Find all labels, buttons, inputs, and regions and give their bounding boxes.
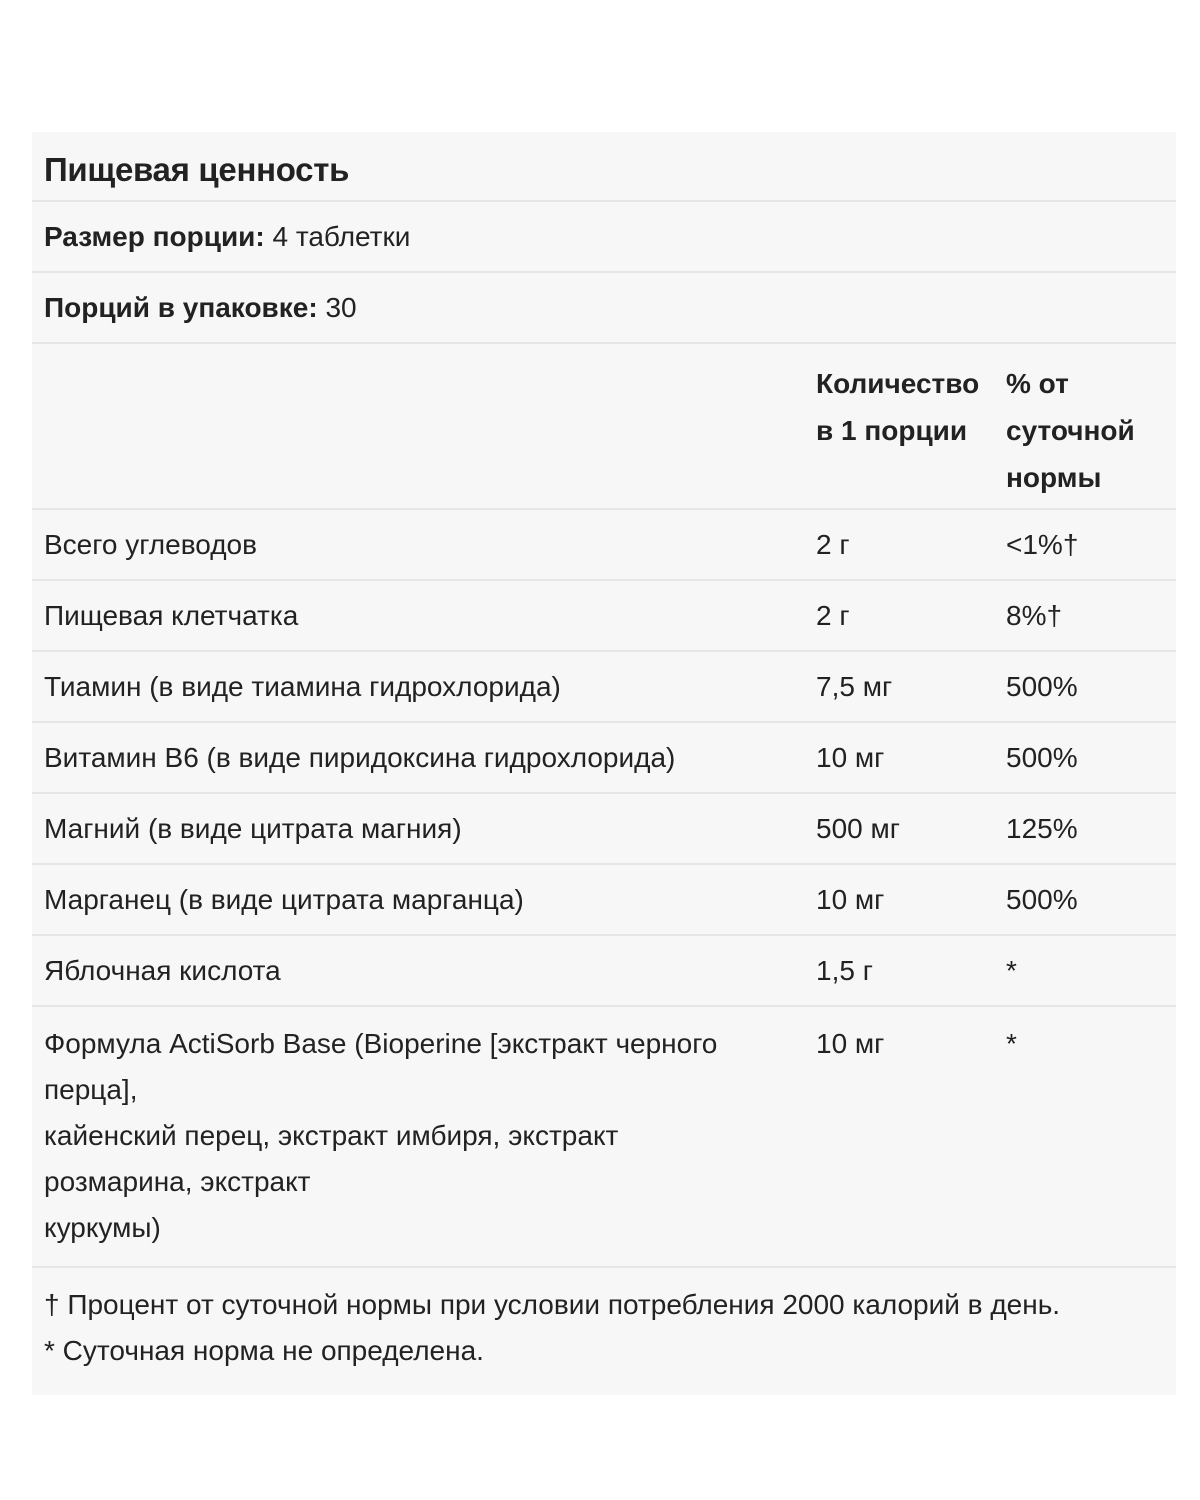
- nutrient-amount: 10 мг: [816, 741, 885, 773]
- footnotes: [32, 1268, 1176, 1395]
- nutrient-name: Витамин B6 (в виде пиридоксина гидрохлорида): [44, 741, 676, 773]
- table-row: [32, 1007, 1176, 1268]
- header-dv-line1: % от: [1006, 368, 1069, 399]
- table-row: [32, 510, 1176, 581]
- footnote-asterisk: * Суточная норма не определена.: [44, 1335, 484, 1366]
- servings-per-container-value: 30: [317, 291, 357, 323]
- nutrient-amount: 7,5 мг: [816, 670, 893, 702]
- nutrient-name: Пищевая клетчатка: [44, 599, 299, 631]
- header-dv-line2: суточной: [1006, 415, 1135, 446]
- nutrient-daily-value: <1%†: [1006, 528, 1079, 560]
- servings-per-container-row: [32, 273, 1176, 344]
- table-row: [32, 652, 1176, 723]
- header-dv-cell: [1006, 360, 1176, 508]
- nutrient-daily-value: 125%: [1006, 812, 1078, 844]
- column-header-row: [32, 344, 1176, 510]
- header-dv-line3: нормы: [1006, 462, 1102, 493]
- nutrient-amount: 1,5 г: [816, 954, 873, 986]
- nutrient-name: Формула ActiSorb Base (Bioperine [экстракт черного перца], кайенский перец, экстракт имбиря, экстракт розмарина, экстракт куркумы): [44, 1028, 718, 1243]
- nutrient-daily-value: 500%: [1006, 741, 1078, 773]
- nutrient-daily-value: 500%: [1006, 883, 1078, 915]
- serving-size-label: Размер порции:: [44, 220, 265, 252]
- title-row: [32, 132, 1176, 202]
- table-title: Пищевая ценность: [44, 151, 350, 188]
- table-row: [32, 865, 1176, 936]
- nutrient-amount: 2 г: [816, 599, 850, 631]
- servings-per-container-label: Порций в упаковке:: [44, 291, 318, 323]
- nutrient-name: Марганец (в виде цитрата марганца): [44, 883, 524, 915]
- footnote-dagger: † Процент от суточной нормы при условии потребления 2000 калорий в день.: [44, 1289, 1061, 1320]
- nutrient-amount: 10 мг: [816, 883, 885, 915]
- nutrient-amount: 2 г: [816, 528, 850, 560]
- nutrient-name: Всего углеводов: [44, 528, 258, 560]
- serving-size-value: 4 таблетки: [264, 220, 411, 252]
- header-amount-cell: [816, 360, 1006, 508]
- header-name-cell: [32, 360, 816, 508]
- nutrient-name: Яблочная кислота: [44, 954, 281, 986]
- nutrient-amount: 500 мг: [816, 812, 900, 844]
- table-row: [32, 581, 1176, 652]
- nutrient-daily-value: *: [1006, 1028, 1017, 1059]
- nutrient-daily-value: 500%: [1006, 670, 1078, 702]
- nutrient-amount: 10 мг: [816, 1028, 885, 1059]
- nutrient-name: Тиамин (в виде тиамина гидрохлорида): [44, 670, 561, 702]
- header-amount-line2: в 1 порции: [816, 415, 968, 446]
- nutrient-daily-value: 8%†: [1006, 599, 1063, 631]
- table-row: [32, 936, 1176, 1007]
- table-row: [32, 794, 1176, 865]
- header-amount-line1: Количество: [816, 368, 980, 399]
- nutrient-name: Магний (в виде цитрата магния): [44, 812, 462, 844]
- table-row: [32, 723, 1176, 794]
- nutrient-daily-value: *: [1006, 954, 1017, 986]
- nutrition-facts-table: [32, 132, 1176, 1395]
- serving-size-row: [32, 202, 1176, 273]
